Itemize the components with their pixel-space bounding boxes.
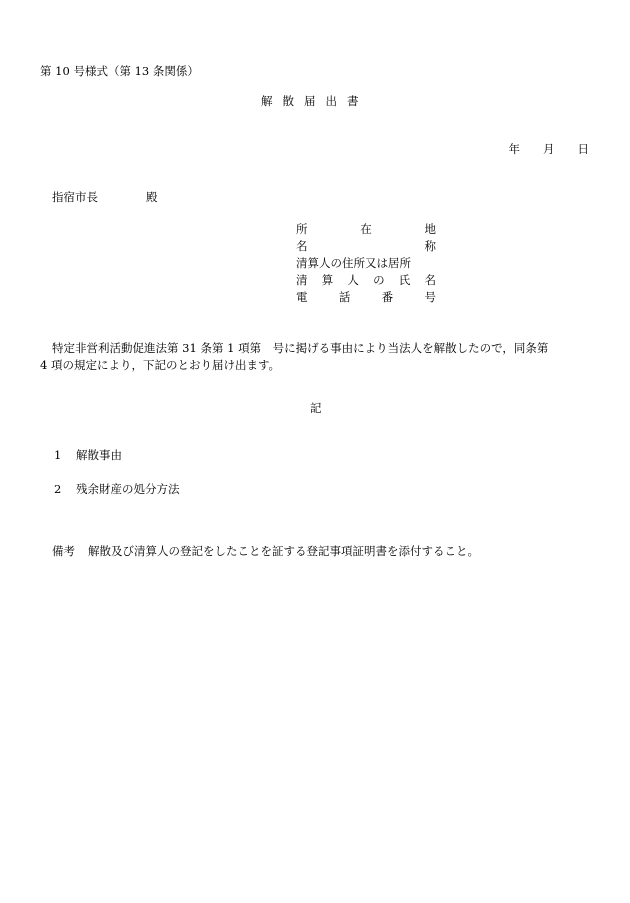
ki-heading: 記	[310, 401, 322, 415]
submitter-liquidator-name-row	[296, 275, 436, 292]
date-day-label: 日	[577, 142, 589, 156]
addressee-name: 指宿市長	[52, 190, 98, 204]
remark	[52, 546, 479, 558]
liquidator-name-char: 人	[347, 273, 359, 287]
addressee-honorific: 殿	[146, 190, 158, 204]
item-number: 1	[54, 448, 62, 462]
phone-char: 話	[338, 290, 351, 304]
item-number: 2	[54, 482, 62, 496]
remark-text: 解散及び清算人の登記をしたことを証する登記事項証明書を添付すること。	[88, 544, 479, 558]
liquidator-name-char: 清	[296, 273, 308, 287]
submitter-name-char: 称	[424, 239, 436, 253]
list-item	[54, 450, 122, 462]
body-line-1: 特定非営利活動促進法第 31 条第 1 項第 号に掲げる事由により当法人を解散したので，同条第	[52, 341, 549, 355]
liquidator-name-char: 算	[321, 273, 334, 287]
phone-char: 号	[424, 290, 436, 304]
remark-label: 備考	[52, 544, 75, 558]
submitter-location-char: 地	[424, 222, 436, 236]
submitter-location-char: 在	[360, 222, 372, 236]
date-line	[509, 144, 590, 156]
submitter-phone-row	[296, 292, 436, 309]
list-item	[54, 484, 180, 496]
liquidator-name-char: 氏	[398, 273, 411, 287]
body-paragraph	[40, 340, 580, 374]
item-label: 残余財産の処分方法	[76, 482, 180, 496]
liquidator-name-char: の	[373, 273, 385, 287]
submitter-location-row	[296, 224, 436, 241]
form-number: 第 10 号様式（第 13 条関係）	[40, 64, 199, 78]
body-line-2: 4 項の規定により，下記のとおり届け出ます。	[40, 358, 281, 372]
date-year-label: 年	[508, 142, 520, 156]
submitter-liquidator-address-row: 清算人の住所又は居所	[296, 256, 411, 270]
phone-char: 番	[381, 290, 394, 304]
date-month-label: 月	[543, 142, 555, 156]
submitter-location-char: 所	[296, 222, 308, 236]
liquidator-name-char: 名	[424, 273, 436, 287]
submitter-name-char: 名	[296, 239, 308, 253]
addressee	[52, 192, 158, 204]
phone-char: 電	[296, 290, 308, 304]
submitter-block	[296, 224, 436, 309]
item-label: 解散事由	[76, 448, 122, 462]
document-title: 解散届出書	[261, 94, 369, 108]
